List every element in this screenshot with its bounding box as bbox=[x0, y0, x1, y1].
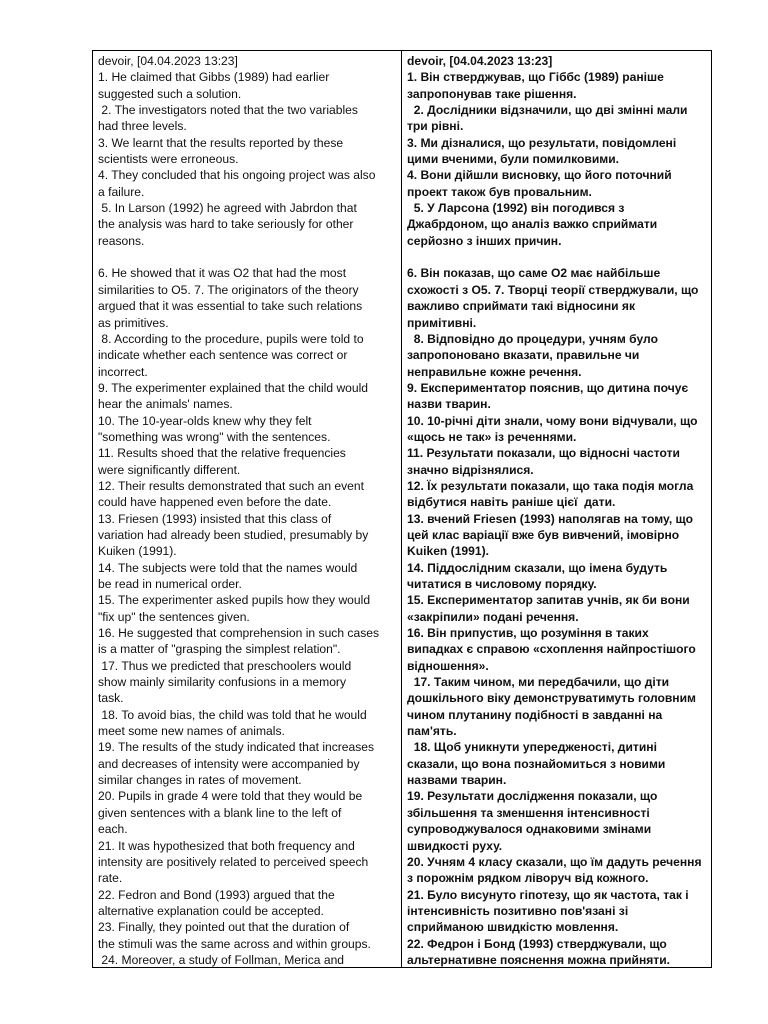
text-line: meet some new names of animals. bbox=[98, 724, 285, 739]
text-line: 19. The results of the study indicated that increases bbox=[98, 740, 375, 755]
text-line: 1. Він стверджував, що Гіббс (1989) раніше bbox=[407, 70, 664, 85]
text-line: intensity are positively related to perceived speech bbox=[98, 854, 369, 869]
text-line: is a matter of "grasping the simplest relation". bbox=[98, 642, 341, 657]
text-line: argued that it was essential to take such relations bbox=[98, 299, 363, 314]
text-line: 8. According to the procedure, pupils were told to bbox=[98, 331, 364, 346]
text-line: 16. He suggested that comprehension in such cases bbox=[98, 626, 380, 641]
english-column bbox=[93, 51, 402, 967]
text-line: the analysis was hard to take seriously for other bbox=[98, 217, 354, 232]
text-line: 12. Їх результати показали, що така подія могла bbox=[407, 478, 694, 493]
text-line: 18. Щоб уникнути упередженості, дитині bbox=[407, 740, 657, 755]
text-line: 16. Він припустив, що розуміння в таких bbox=[407, 626, 649, 641]
text-line: 18. To avoid bias, the child was told that he would bbox=[98, 707, 367, 722]
text-line: each. bbox=[98, 822, 128, 837]
text-line: сприйманою швидкістю мовлення. bbox=[407, 920, 619, 935]
text-line: "fix up" the sentences given. bbox=[98, 609, 250, 624]
text-line: task. bbox=[98, 691, 124, 706]
text-line: 3. We learnt that the results reported by these bbox=[98, 135, 344, 150]
text-line: альтернативне пояснення можна прийняти. bbox=[407, 952, 671, 967]
text-line: 22. Федрон і Бонд (1993) стверджували, що bbox=[407, 936, 667, 951]
text-line: similarities to O5. 7. The originators of the theory bbox=[98, 282, 359, 297]
text-line: примітивні. bbox=[407, 315, 477, 330]
translation-table bbox=[92, 50, 712, 968]
text-line: цей клас варіації вже був вивчений, імовірно bbox=[407, 527, 680, 542]
text-line: "something was wrong" with the sentences. bbox=[98, 429, 331, 444]
text-line: неправильне кожне речення. bbox=[407, 364, 582, 379]
text-line: випадках є справою «схоплення найпростішого bbox=[407, 642, 696, 657]
text-line bbox=[98, 249, 397, 265]
text-line: цими вченими, були помилковими. bbox=[407, 152, 620, 167]
text-line: назви тварин. bbox=[407, 397, 491, 412]
text-line: 5. In Larson (1992) he agreed with Jabrdon that bbox=[98, 201, 357, 216]
text-line: 11. Results shoed that the relative frequencies bbox=[98, 446, 346, 461]
text-line: 13. Friesen (1993) insisted that this class of bbox=[98, 511, 332, 526]
text-line: чином плутанину подібності в завданні на bbox=[407, 707, 663, 722]
text-line: пам'ять. bbox=[407, 724, 457, 739]
text-line: 2. The investigators noted that the two variables bbox=[98, 103, 358, 118]
text-line bbox=[407, 249, 707, 265]
text-line: devoir, [04.04.2023 13:23] bbox=[407, 54, 553, 68]
text-line: suggested such a solution. bbox=[98, 86, 242, 101]
text-line: show mainly similarity confusions in a memory bbox=[98, 675, 346, 690]
text-line: similar changes in rates of movement. bbox=[98, 773, 302, 788]
text-line: 9. Експериментатор пояснив, що дитина почує bbox=[407, 380, 689, 395]
text-line: 20. Учням 4 класу сказали, що їм дадуть речення bbox=[407, 854, 702, 869]
text-line: were significantly different. bbox=[98, 462, 241, 477]
text-line: indicate whether each sentence was correct or bbox=[98, 348, 348, 363]
text-line: as primitives. bbox=[98, 315, 169, 330]
text-line: variation had already been studied, presumably by bbox=[98, 527, 369, 542]
text-line: could have happened even before the date. bbox=[98, 495, 332, 510]
text-line: Джабрдоном, що аналіз важко сприймати bbox=[407, 217, 658, 232]
text-line: запропонував таке рішення. bbox=[407, 86, 577, 101]
text-line: дошкільного віку демонструватимуть головним bbox=[407, 691, 696, 706]
text-line: відношення». bbox=[407, 658, 489, 673]
text-line: 8. Відповідно до процедури, учням було bbox=[407, 331, 658, 346]
text-line: значно відрізнялися. bbox=[407, 462, 534, 477]
text-line: 20. Pupils in grade 4 were told that they would be bbox=[98, 789, 363, 804]
text-line: 6. He showed that it was O2 that had the most bbox=[98, 266, 347, 281]
text-line: важливо сприймати такі відносини як bbox=[407, 299, 636, 314]
text-line: Kuiken (1991). bbox=[98, 544, 177, 559]
text-line: 2. Дослідники відзначили, що дві змінні мали bbox=[407, 103, 688, 118]
text-line: 24. Moreover, a study of Follman, Merica and bbox=[98, 952, 345, 967]
text-line: and decreases of intensity were accompanied by bbox=[98, 756, 360, 771]
text-line: rate. bbox=[98, 871, 123, 886]
text-line: 15. The experimenter asked pupils how they would bbox=[98, 593, 371, 608]
text-line: be read in numerical order. bbox=[98, 577, 242, 591]
text-line: відбутися навіть раніше цієї дати. bbox=[407, 495, 616, 510]
text-line: збільшення та зменшення інтенсивності bbox=[407, 805, 650, 820]
text-line: reasons. bbox=[98, 233, 145, 248]
text-line: 6. Він показав, що саме O2 має найбільше bbox=[407, 266, 661, 281]
text-line: 12. Their results demonstrated that such an event bbox=[98, 478, 364, 493]
text-line: given sentences with a blank line to the left of bbox=[98, 805, 342, 820]
ukrainian-column bbox=[402, 51, 711, 967]
text-line: запропоновано вказати, правильне чи bbox=[407, 348, 640, 363]
text-line: 22. Fedron and Bond (1993) argued that the bbox=[98, 887, 335, 902]
text-line: 14. The subjects were told that the names would bbox=[98, 560, 358, 575]
text-line: з порожнім рядком ліворуч від кожного. bbox=[407, 871, 649, 886]
text-line: 4. They concluded that his ongoing project was also bbox=[98, 168, 376, 183]
text-line: проект також був провальним. bbox=[407, 184, 592, 199]
text-line: 4. Вони дійшли висновку, що його поточний bbox=[407, 168, 672, 183]
text-line: три рівні. bbox=[407, 119, 464, 134]
text-line: 3. Ми дізналися, що результати, повідомлені bbox=[407, 135, 677, 150]
text-line: схожості з O5. 7. Творці теорії стверджували, що bbox=[407, 282, 699, 297]
text-line: Kuiken (1991). bbox=[407, 544, 489, 559]
text-line: «закріпили» подані речення. bbox=[407, 609, 579, 624]
text-line: 13. вчений Friesen (1993) наполягав на тому, що bbox=[407, 511, 693, 526]
text-line: сказали, що вона познайомиться з новими bbox=[407, 756, 666, 771]
text-line: 11. Результати показали, що відносні частоти bbox=[407, 446, 680, 461]
text-line: назвами тварин. bbox=[407, 773, 507, 788]
text-line: had three levels. bbox=[98, 119, 187, 134]
text-line: «щось не так» із реченнями. bbox=[407, 429, 577, 444]
text-line: 5. У Ларсона (1992) він погодився з bbox=[407, 201, 625, 216]
text-line: 10. 10-річні діти знали, чому вони відчували, що bbox=[407, 413, 698, 428]
text-line: інтенсивність позитивно пов'язані зі bbox=[407, 903, 629, 918]
text-line: 1. He claimed that Gibbs (1989) had earlier bbox=[98, 70, 330, 85]
text-line: 19. Результати дослідження показали, що bbox=[407, 789, 658, 804]
text-line: 9. The experimenter explained that the child would bbox=[98, 380, 369, 395]
text-line: 17. Таким чином, ми передбачили, що діти bbox=[407, 675, 670, 690]
text-line: 21. Було висунуто гіпотезу, що як частота, так і bbox=[407, 887, 689, 902]
text-line: scientists were erroneous. bbox=[98, 152, 239, 167]
text-line: 10. The 10-year-olds knew why they felt bbox=[98, 413, 312, 428]
text-line: incorrect. bbox=[98, 364, 148, 379]
text-line: читатися в числовому порядку. bbox=[407, 577, 597, 591]
text-line: a failure. bbox=[98, 184, 145, 199]
text-line: серйозно з інших причин. bbox=[407, 233, 562, 248]
text-line: 14. Піддослідним сказали, що імена будуть bbox=[407, 560, 668, 575]
text-line: 23. Finally, they pointed out that the duration of bbox=[98, 920, 350, 935]
text-line: hear the animals' names. bbox=[98, 397, 233, 412]
text-line: devoir, [04.04.2023 13:23] bbox=[98, 54, 238, 68]
text-line: alternative explanation could be accepted. bbox=[98, 903, 324, 918]
text-line: 21. It was hypothesized that both frequency and bbox=[98, 838, 355, 853]
text-line: the stimuli was the same across and within groups. bbox=[98, 936, 371, 951]
text-line: швидкості руху. bbox=[407, 838, 503, 853]
text-line: 17. Thus we predicted that preschoolers would bbox=[98, 658, 352, 673]
text-line: супроводжувалося однаковими змінами bbox=[407, 822, 652, 837]
text-line: 15. Експериментатор запитав учнів, як би вони bbox=[407, 593, 690, 608]
